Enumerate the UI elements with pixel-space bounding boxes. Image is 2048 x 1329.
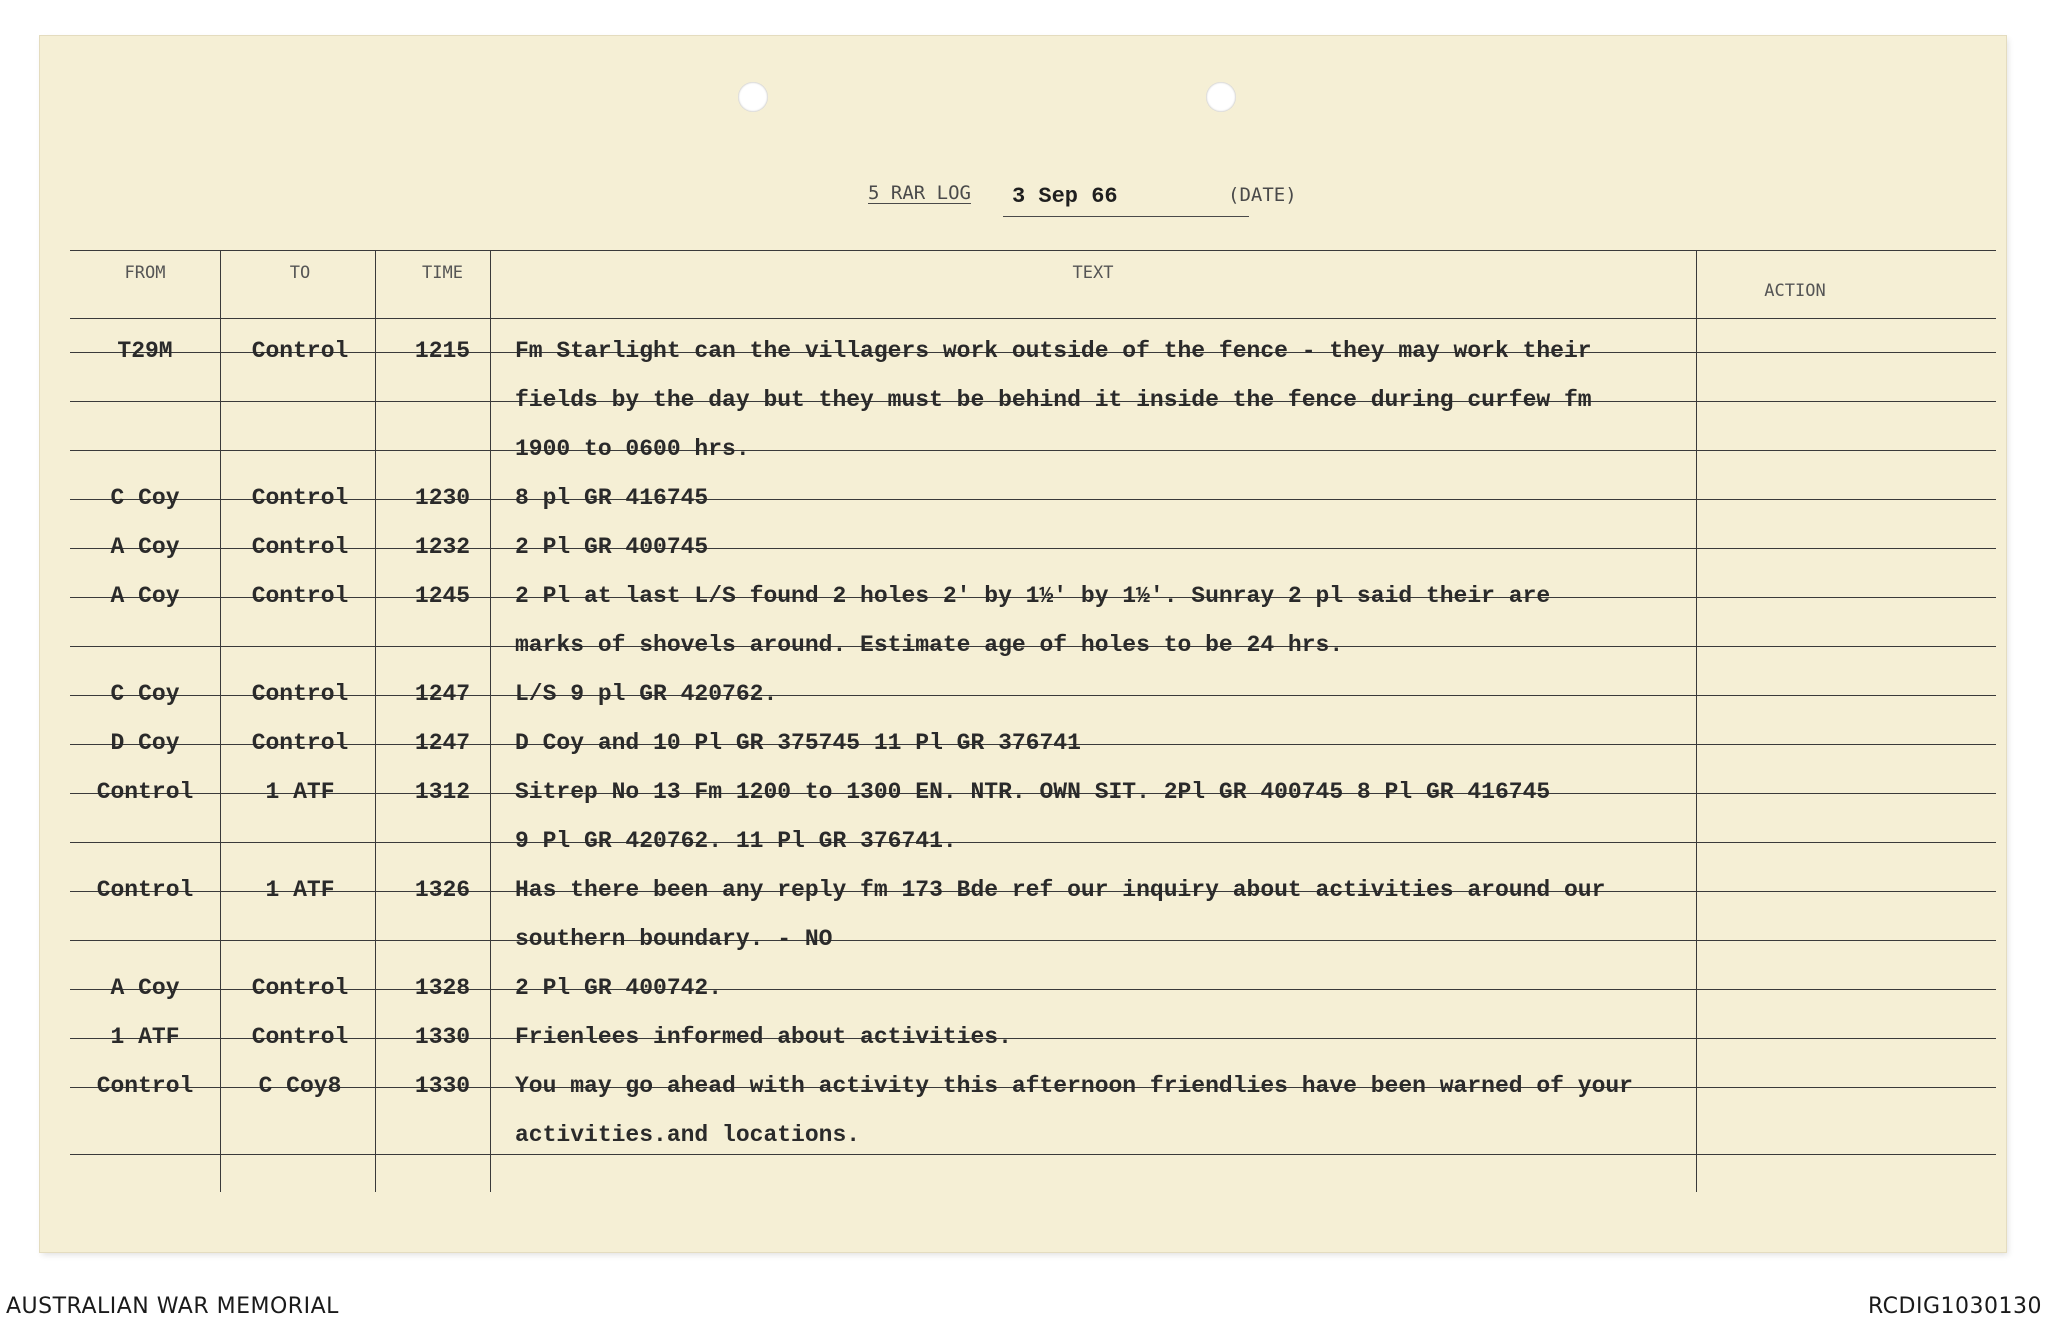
row-text: You may go ahead with activity this afternoon friendlies have been warned of your [515,1073,1633,1099]
row-from: A Coy [110,975,180,1001]
log-row [40,336,2006,386]
row-from: T29M [117,338,173,364]
log-row [40,630,2006,680]
log-row [40,1022,2006,1072]
row-text: southern boundary. - NO [515,926,833,952]
row-to: Control [251,338,349,364]
row-from: C Coy [110,485,180,511]
row-text: 8 pl GR 416745 [515,485,709,511]
row-text: fields by the day but they must be behind it inside the fence during curfew fm [515,387,1592,413]
row-to: 1 ATF [265,877,335,903]
footer-source: AUSTRALIAN WAR MEMORIAL [6,1294,339,1319]
log-row [40,973,2006,1023]
row-rule [70,450,1996,451]
row-time: 1330 [414,1024,471,1050]
row-text: Fm Starlight can the villagers work outside of the fence - they may work their [515,338,1592,364]
row-time: 1230 [414,485,471,511]
row-from: A Coy [110,583,180,609]
row-to: Control [251,485,349,511]
row-time: 1247 [414,681,471,707]
date-label: (DATE) [1228,184,1297,206]
date-underline [1003,216,1249,217]
row-time: 1328 [414,975,471,1001]
log-row [40,924,2006,974]
log-row [40,728,2006,778]
row-text: activities.and locations. [515,1122,861,1148]
row-rule [70,940,1996,941]
table-head-rule [70,318,1996,319]
row-from: Control [96,1073,194,1099]
log-row [40,875,2006,925]
row-time: 1215 [414,338,471,364]
row-time: 1326 [414,877,471,903]
row-text: 1900 to 0600 hrs. [515,436,750,462]
log-row [40,385,2006,435]
row-time: 1312 [414,779,471,805]
row-text: 2 Pl GR 400742. [515,975,723,1001]
row-to: Control [251,534,349,560]
row-to: Control [251,583,349,609]
log-row [40,679,2006,729]
row-from: Control [96,779,194,805]
col-header-to: TO [289,263,311,283]
row-from: D Coy [110,730,180,756]
row-to: Control [251,1024,349,1050]
table-top-rule [70,250,1996,251]
row-to: 1 ATF [265,779,335,805]
row-text: 2 Pl at last L/S found 2 holes 2' by 1½' by 1½'. Sunray 2 pl said their are [515,583,1551,609]
log-title: 5 RAR LOG [868,182,971,204]
row-from: Control [96,877,194,903]
log-row [40,826,2006,876]
log-date: 3 Sep 66 [1012,184,1118,209]
row-to: Control [251,975,349,1001]
row-from: 1 ATF [110,1024,180,1050]
punch-hole-left [738,82,768,112]
log-row [40,434,2006,484]
row-text: D Coy and 10 Pl GR 375745 11 Pl GR 376741 [515,730,1081,756]
row-time: 1245 [414,583,471,609]
row-text: marks of shovels around. Estimate age of holes to be 24 hrs. [515,632,1344,658]
row-from: A Coy [110,534,180,560]
col-header-text: TEXT [1072,263,1114,283]
row-to: C Coy8 [258,1073,342,1099]
punch-hole-right [1206,82,1236,112]
row-text: Frienlees informed about activities. [515,1024,1012,1050]
row-rule [70,842,1996,843]
row-text: Sitrep No 13 Fm 1200 to 1300 EN. NTR. OWN SIT. 2Pl GR 400745 8 Pl GR 416745 [515,779,1551,805]
log-row [40,1120,2006,1170]
col-header-action: ACTION [1764,281,1826,301]
log-row [40,581,2006,631]
footer-id: RCDIG1030130 [1867,1294,2042,1319]
row-time: 1330 [414,1073,471,1099]
log-row [40,532,2006,582]
row-to: Control [251,730,349,756]
row-text: Has there been any reply fm 173 Bde ref our inquiry about activities around our [515,877,1606,903]
row-text: 2 Pl GR 400745 [515,534,709,560]
row-to: Control [251,681,349,707]
col-header-from: FROM [124,263,166,283]
col-header-time: TIME [422,263,463,283]
log-row [40,1071,2006,1121]
log-row [40,483,2006,533]
row-from: C Coy [110,681,180,707]
row-time: 1232 [414,534,471,560]
log-header [40,182,2006,222]
row-time: 1247 [414,730,471,756]
row-text: L/S 9 pl GR 420762. [515,681,778,707]
log-sheet [40,36,2006,1252]
log-row [40,777,2006,827]
row-text: 9 Pl GR 420762. 11 Pl GR 376741. [515,828,957,854]
